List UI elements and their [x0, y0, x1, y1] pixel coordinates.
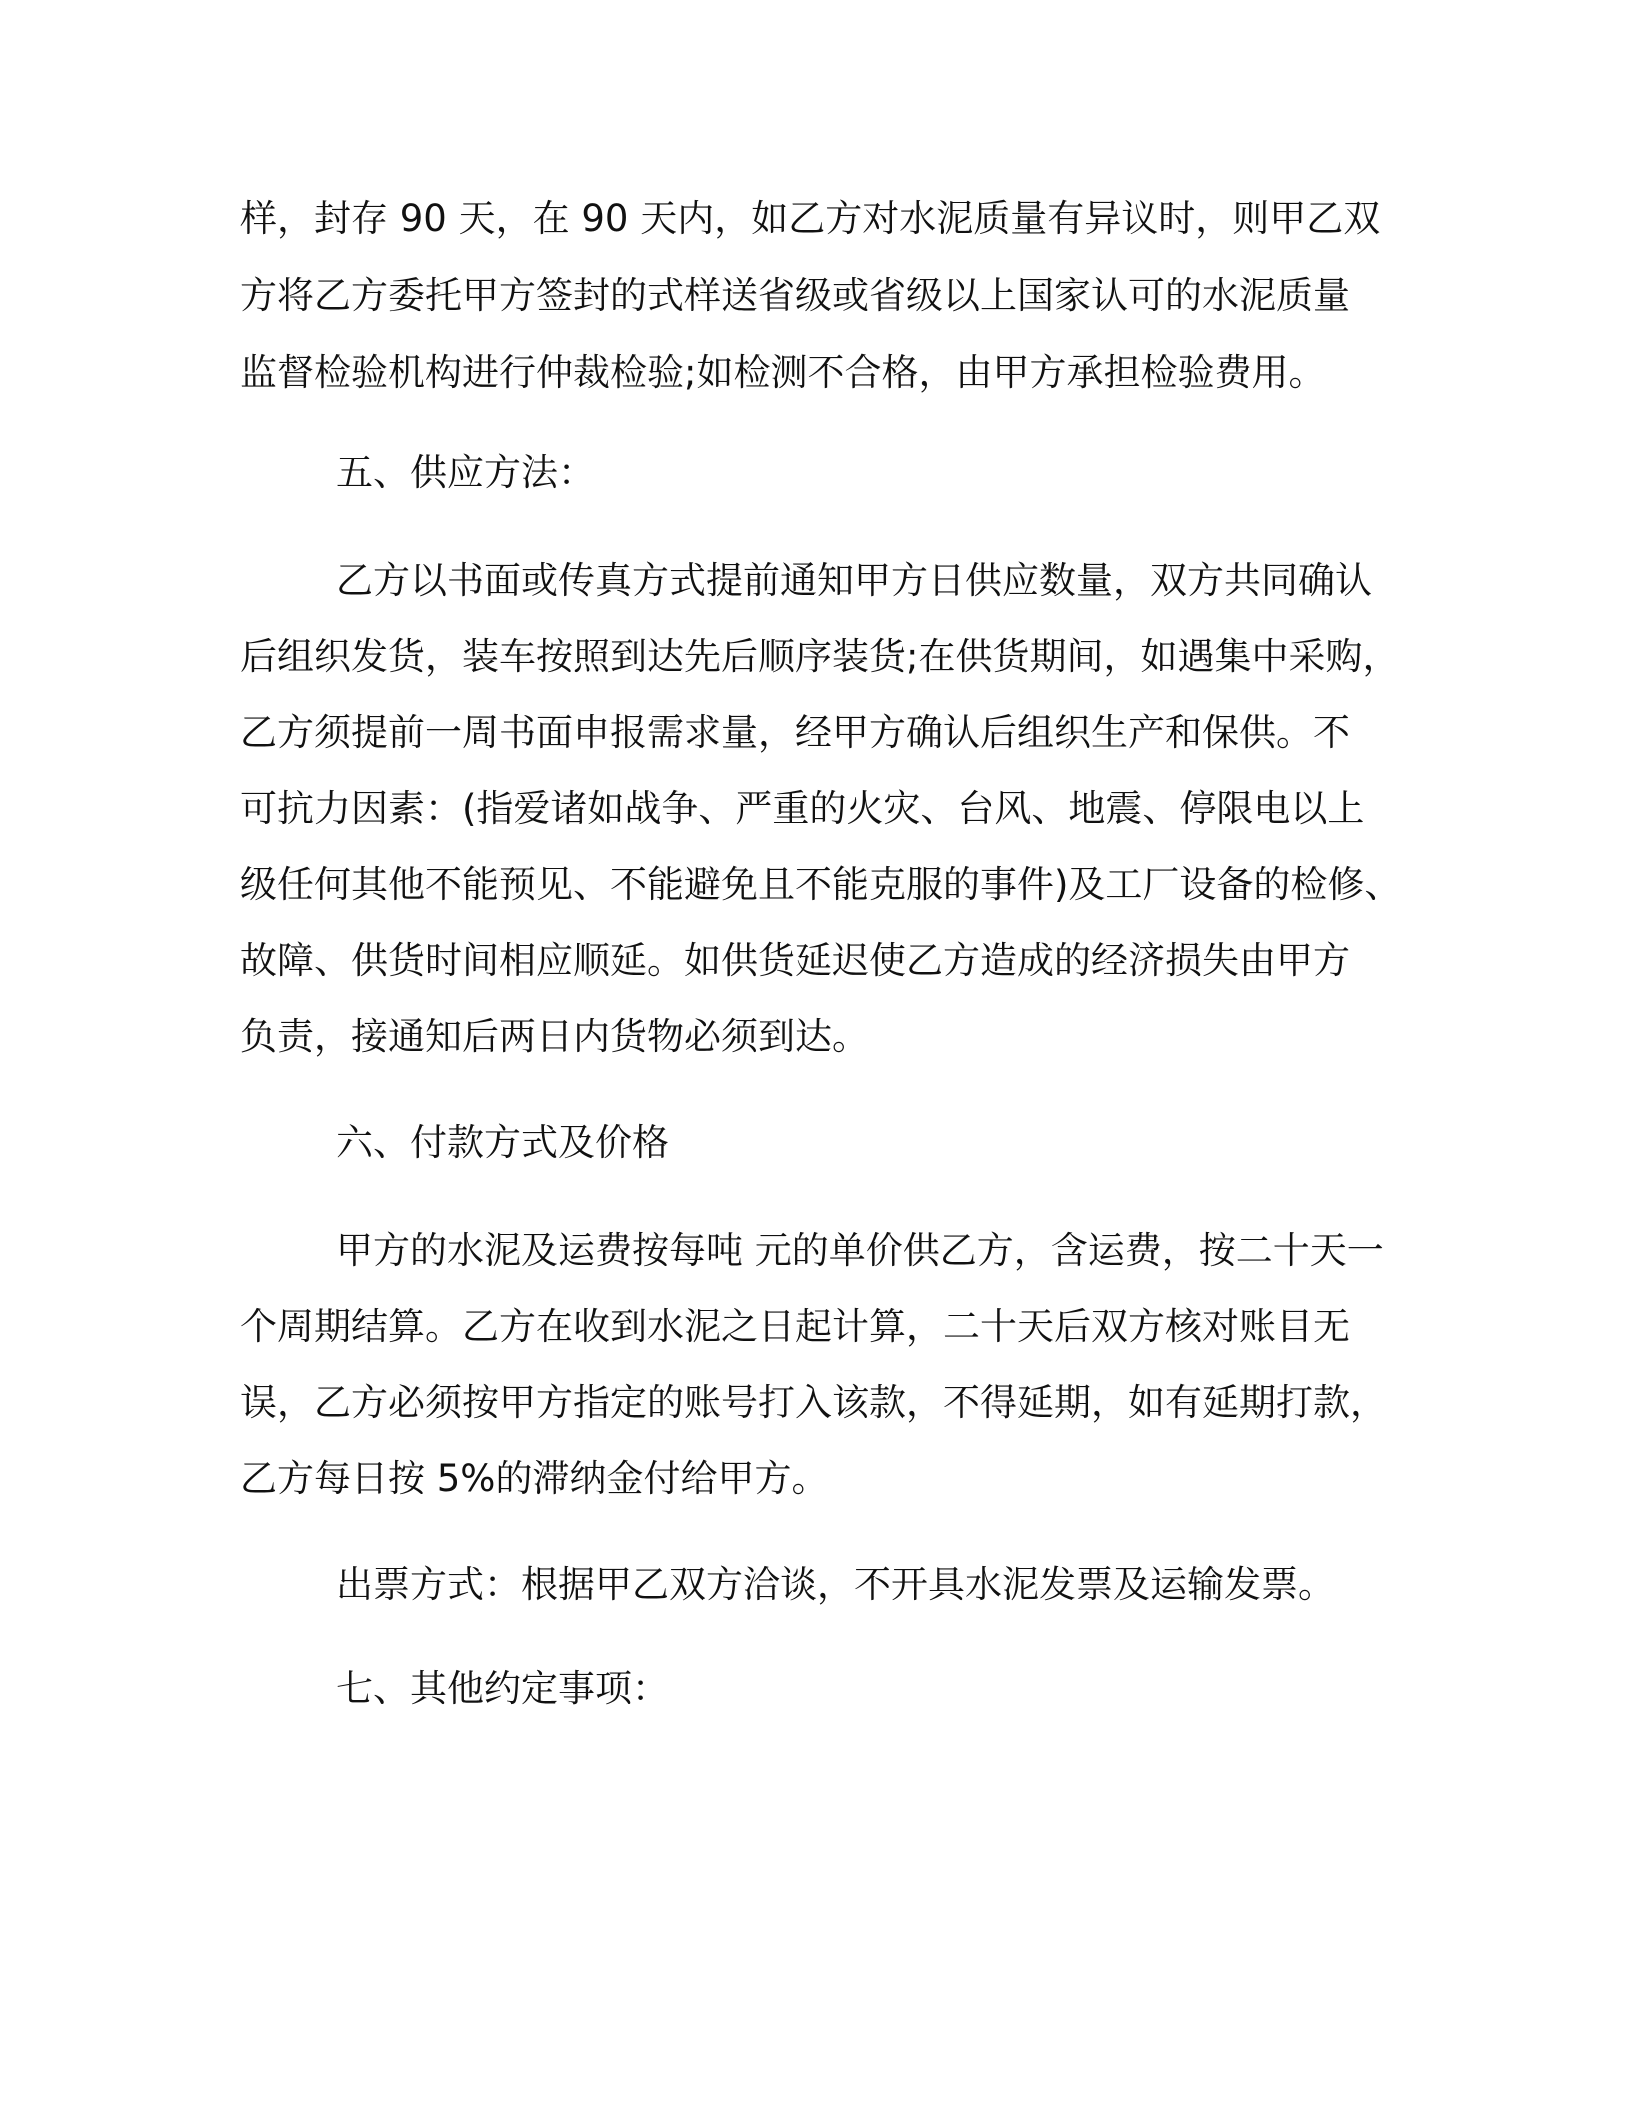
text-line: 可抗力因素：(指爱诸如战争、严重的火灾、台风、地震、停限电以上 — [240, 787, 1365, 830]
section-heading-6: 六、付款方式及价格 — [336, 1121, 669, 1164]
text-line: 乙方每日按 5%的滞纳金付给甲方。 — [240, 1457, 829, 1500]
text-line: 样，封存 90 天，在 90 天内，如乙方对水泥质量有异议时，则甲乙双 — [240, 197, 1381, 240]
text-line: 负责，接通知后两日内货物必须到达。 — [240, 1015, 869, 1058]
text-line: 级任何其他不能预见、不能避免且不能克服的事件)及工厂设备的检修、 — [240, 863, 1402, 906]
text-line: 方将乙方委托甲方签封的式样送省级或省级以上国家认可的水泥质量 — [240, 274, 1350, 317]
section-heading-7: 七、其他约定事项： — [336, 1667, 669, 1710]
section-heading-5: 五、供应方法： — [336, 451, 595, 494]
text-line: 出票方式：根据甲乙双方洽谈，不开具水泥发票及运输发票。 — [336, 1563, 1335, 1606]
text-line: 乙方须提前一周书面申报需求量，经甲方确认后组织生产和保供。不 — [240, 711, 1350, 754]
text-line: 监督检验机构进行仲裁检验;如检测不合格，由甲方承担检验费用。 — [240, 351, 1326, 394]
text-line: 乙方以书面或传真方式提前通知甲方日供应数量，双方共同确认 — [336, 559, 1372, 602]
text-line: 误，乙方必须按甲方指定的账号打入该款，不得延期，如有延期打款， — [240, 1381, 1387, 1424]
text-line: 个周期结算。乙方在收到水泥之日起计算，二十天后双方核对账目无 — [240, 1305, 1350, 1348]
text-line: 故障、供货时间相应顺延。如供货延迟使乙方造成的经济损失由甲方 — [240, 939, 1350, 982]
text-line: 后组织发货，装车按照到达先后顺序装货;在供货期间，如遇集中采购， — [240, 635, 1400, 678]
text-line: 甲方的水泥及运费按每吨 元的单价供乙方，含运费，按二十天一 — [336, 1229, 1384, 1272]
